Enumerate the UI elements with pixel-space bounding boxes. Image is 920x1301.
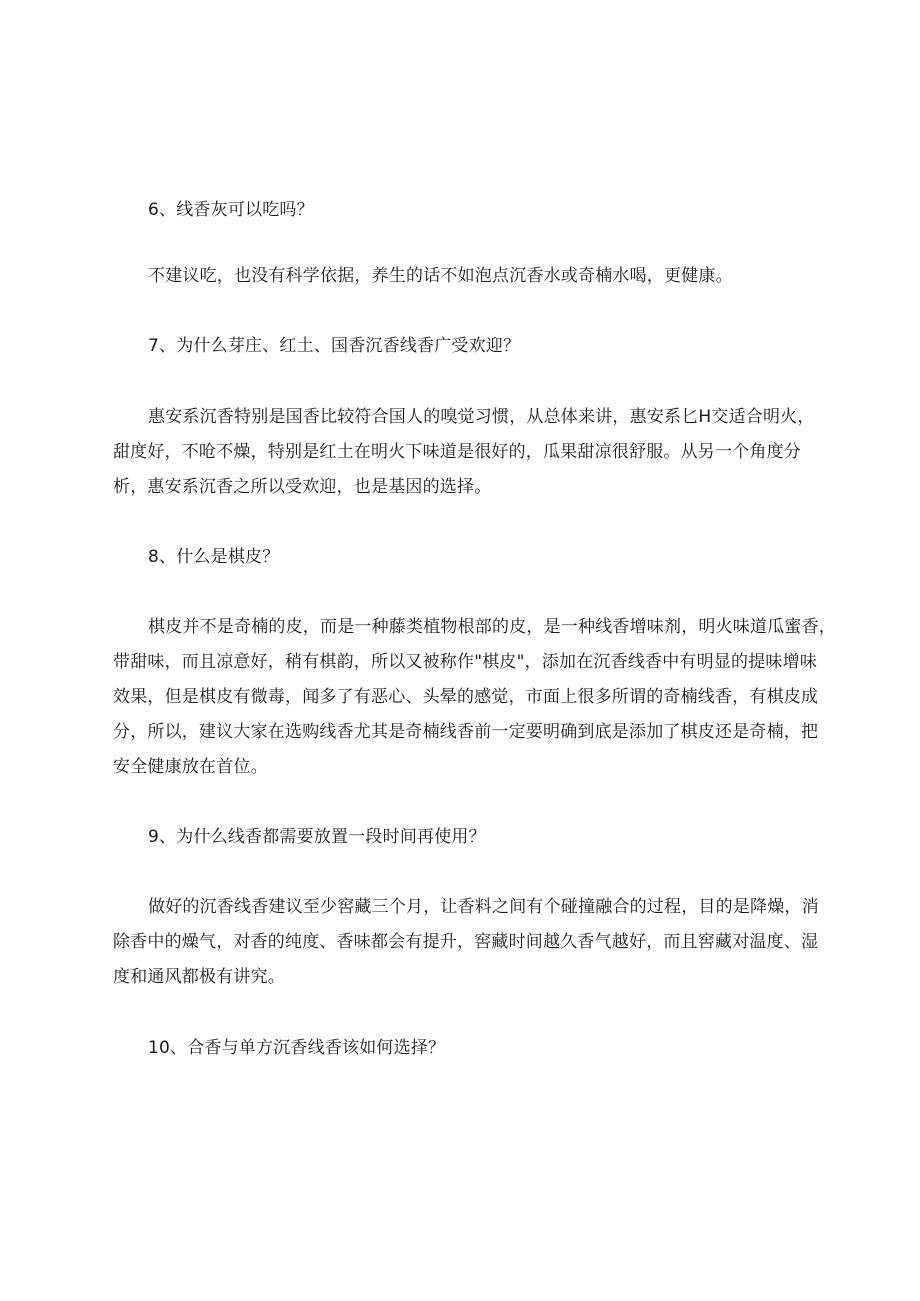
question-8-heading: 8、什么是棋皮？ bbox=[148, 547, 280, 567]
answer-9-line-3: 度和通风都极有讲究。 bbox=[113, 967, 285, 987]
answer-7-line-2: 甜度好，不呛不燥，特别是红土在明火下味道是很好的，瓜果甜凉很舒服。从另一个角度分 bbox=[113, 442, 801, 462]
question-6-heading: 6、线香灰可以吃吗？ bbox=[148, 200, 314, 220]
answer-9-line-2: 除香中的燥气，对香的纯度、香味都会有提升，窖藏时间越久香气越好，而且窖藏对温度、湿 bbox=[113, 932, 819, 952]
question-9-heading: 9、为什么线香都需要放置一段时间再使用？ bbox=[148, 827, 486, 847]
answer-8-line-4: 分，所以，建议大家在选购线香尤其是奇楠线香前一定要明确到底是添加了棋皮还是奇楠，把 bbox=[113, 722, 819, 742]
question-7-heading: 7、为什么芽庄、红土、国香沉香线香广受欢迎？ bbox=[148, 336, 521, 356]
answer-8-line-3: 效果，但是棋皮有微毒，闻多了有恶心、头晕的感觉，市面上很多所谓的奇楠线香，有棋皮成 bbox=[113, 687, 819, 707]
answer-8-line-1: 棋皮并不是奇楠的皮，而是一种藤类植物根部的皮，是一种线香增味剂，明火味道瓜蜜香， bbox=[148, 617, 836, 637]
answer-9-line-1: 做好的沉香线香建议至少窖藏三个月，让香料之间有个碰撞融合的过程，目的是降燥，消 bbox=[148, 897, 819, 917]
question-10-heading: 10、合香与单方沉香线香该如何选择？ bbox=[148, 1038, 446, 1058]
answer-8-line-2: 带甜味，而且凉意好，稍有棋韵，所以又被称作"棋皮"，添加在沉香线香中有明显的提味增味 bbox=[113, 652, 818, 672]
answer-6-line-1: 不建议吃，也没有科学依据，养生的话不如泡点沉香水或奇楠水喝，更健康。 bbox=[148, 266, 733, 286]
answer-7-line-1: 惠安系沉香特别是国香比较符合国人的嗅觉习惯，从总体来讲，惠安系匕H交适合明火， bbox=[148, 407, 815, 427]
answer-7-line-3: 析，惠安系沉香之所以受欢迎，也是基因的选择。 bbox=[113, 477, 492, 497]
answer-8-line-5: 安全健康放在首位。 bbox=[113, 757, 268, 777]
